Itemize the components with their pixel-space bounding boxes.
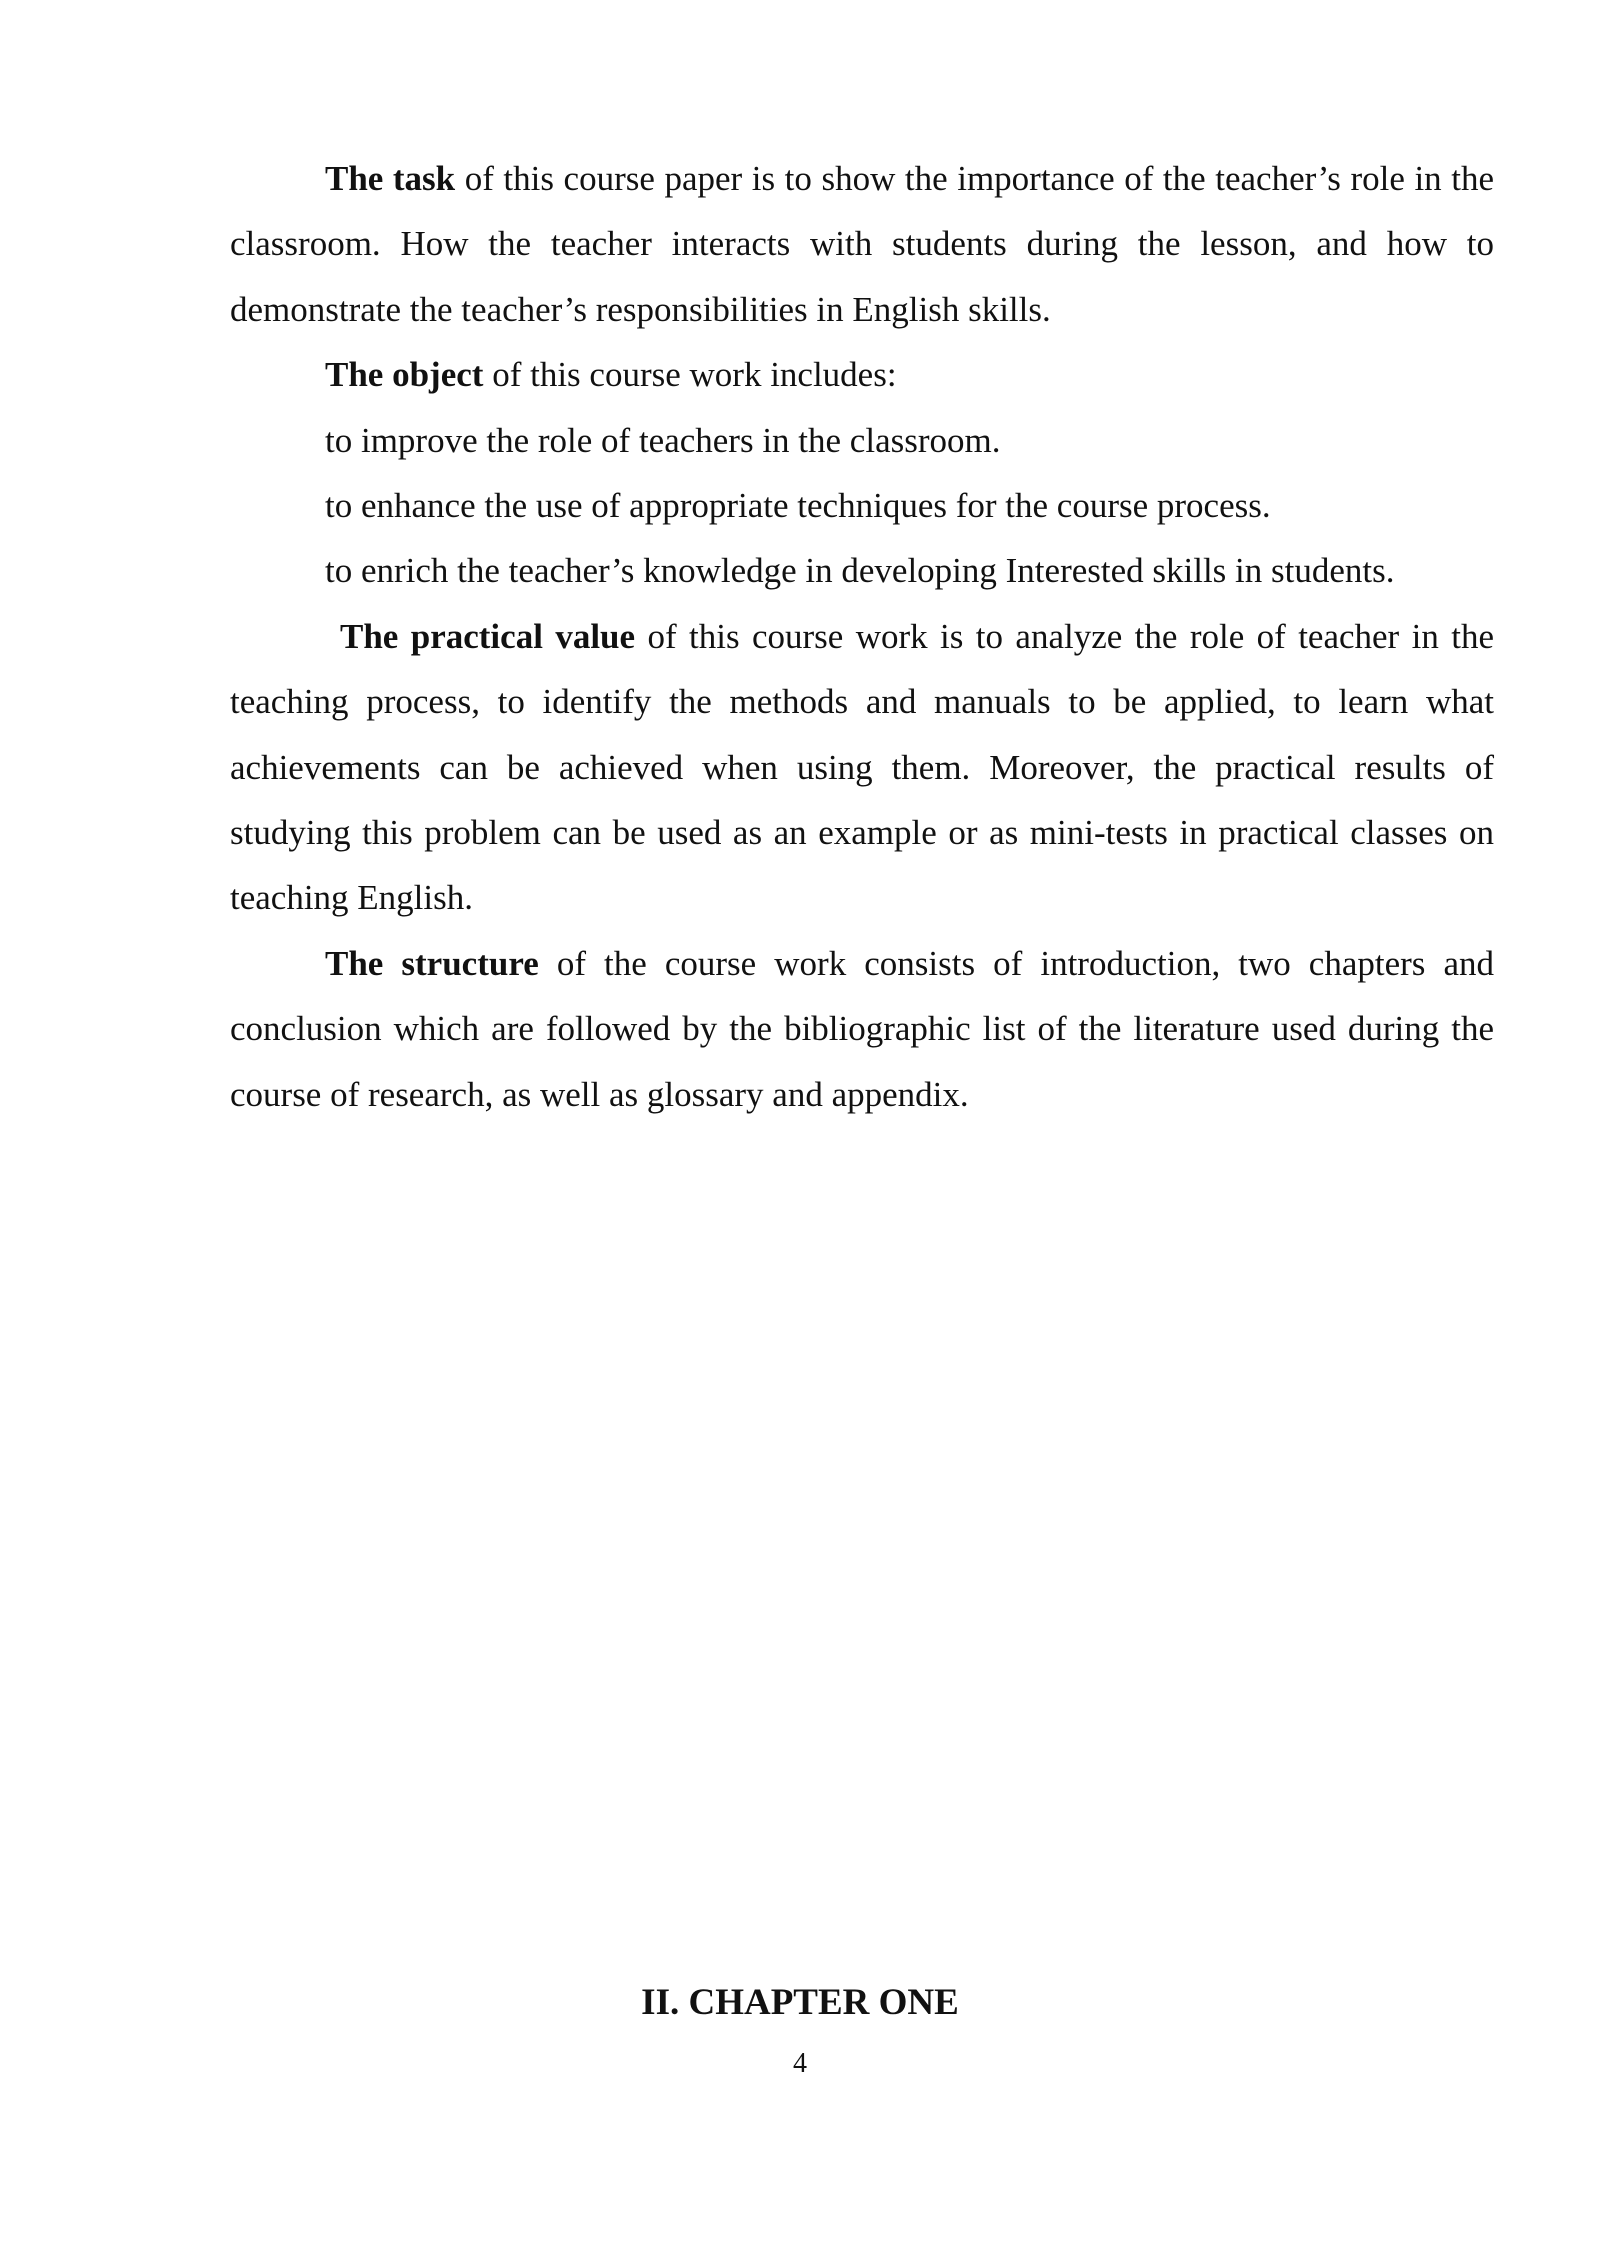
object-item-3: to enrich the teacher’s knowledge in developing Interested skills in students.: [325, 551, 1395, 591]
structure-lead: The structure: [325, 943, 539, 983]
structure-paragraph: [230, 931, 1494, 1127]
page-number: 4: [793, 2048, 807, 2079]
structure-text: of the course work consists of introduction, two chapters and conclusion which are followed by the bibliographic list of the literature used during the course of research, as well as glossary and appendix.: [230, 943, 1495, 1114]
task-paragraph: [230, 146, 1494, 342]
object-item-2: to enhance the use of appropriate techniques for the course process.: [325, 486, 1271, 526]
object-text: of this course work includes:: [483, 355, 897, 395]
object-paragraph: [230, 342, 1494, 407]
task-lead: The task: [325, 159, 456, 198]
task-text: of this course paper is to show the importance of the teacher’s role in the classroom. How the teacher interacts with students during the lesson, and how to demonstrate the teacher’s responsibilities in English skills.: [230, 159, 1494, 329]
practical-value-lead: The practical value: [340, 616, 636, 656]
practical-value-text: of this course work is to analyze the role of teacher in the teaching process, to identify the methods and manuals to be applied, to learn what achievements can be achieved when using them. Moreover, the practical results of studying this problem can be used as an example or as mini-tests in practical classes on teaching English.: [230, 616, 1494, 918]
practical-value-paragraph: [230, 604, 1494, 931]
chapter-heading: II. CHAPTER ONE: [641, 1982, 959, 2023]
object-item-1: to improve the role of teachers in the classroom.: [325, 420, 1001, 460]
object-lead: The object: [325, 355, 484, 395]
body-text: [230, 146, 1494, 1127]
